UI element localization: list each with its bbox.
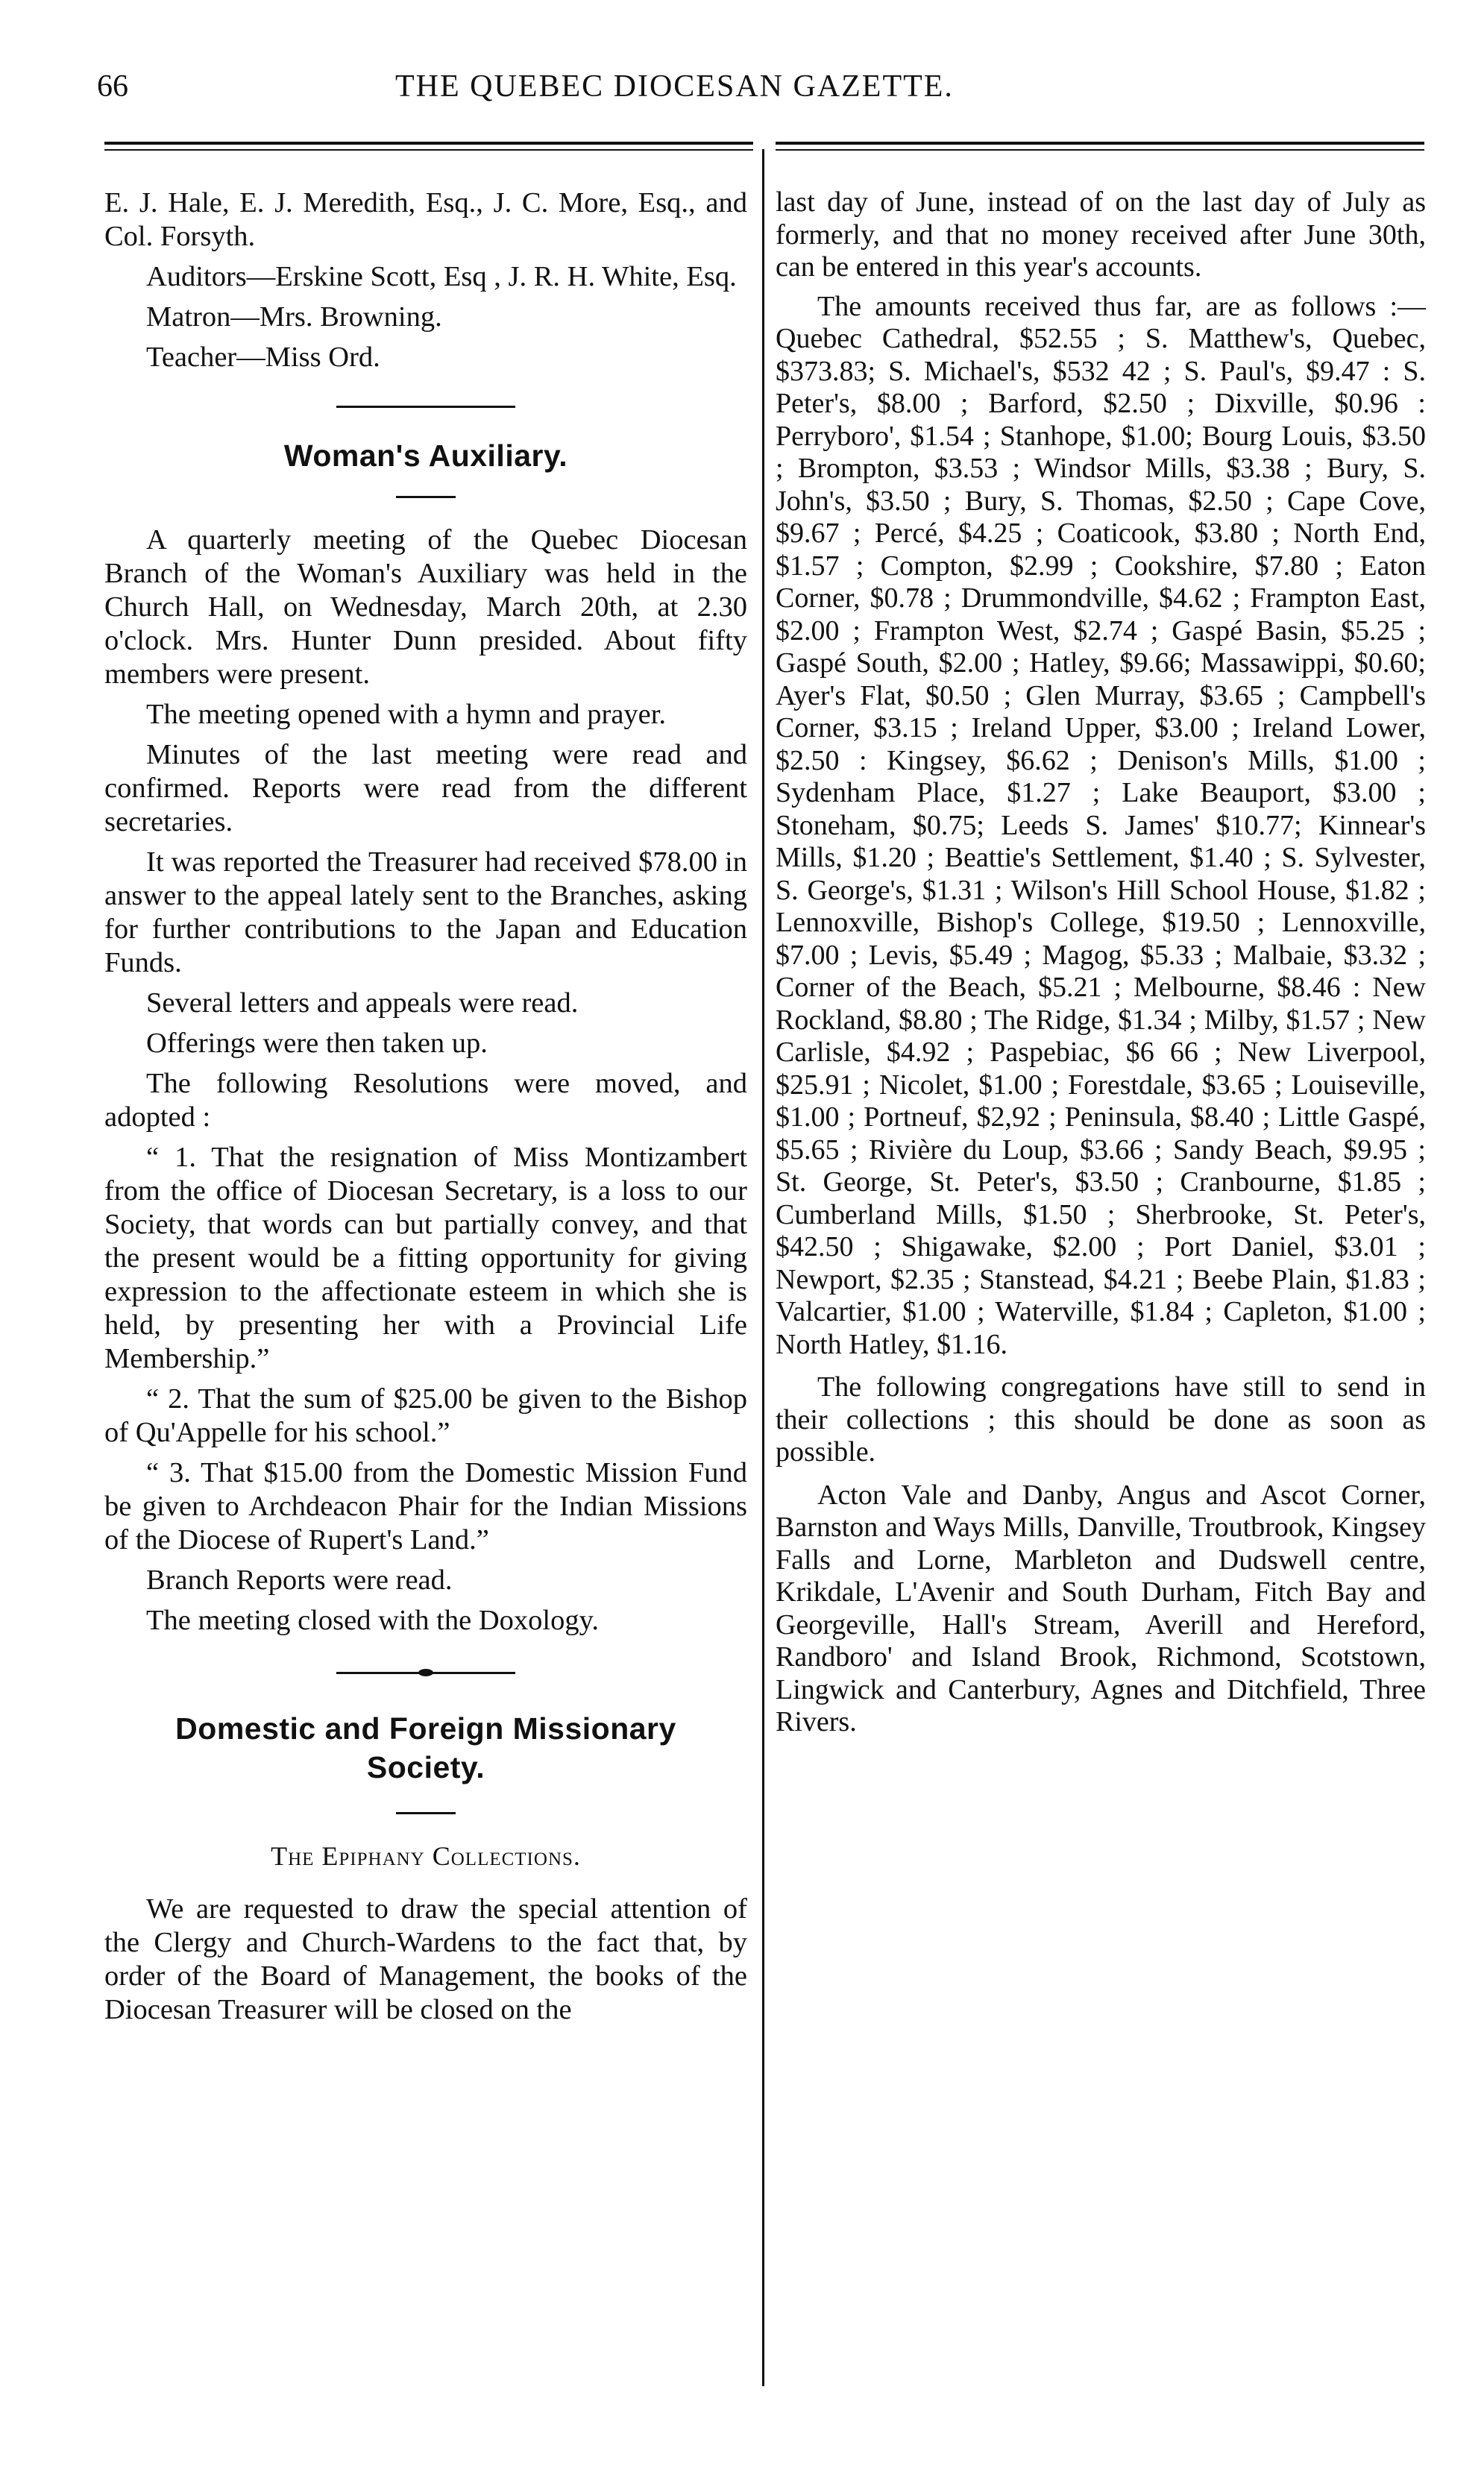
right-column <box>776 186 1426 1746</box>
auxiliary-paragraph: The meeting opened with a hymn and prayer. <box>146 699 667 730</box>
auxiliary-paragraph: It was reported the Treasurer had received $78.00 in answer to the appeal lately sent to the Branches, asking for further contributions to the Japan and Education Funds. <box>104 846 747 978</box>
heading-underline <box>396 1812 456 1814</box>
continuation-paragraph: last day of June, instead of on the last day of July as formerly, and that no money received after June 30th, can be entered in this year's accounts. <box>776 186 1426 283</box>
auxiliary-paragraph: Minutes of the last meeting were read and confirmed. Reports were read from the different secretaries. <box>104 739 747 837</box>
column-divider <box>762 149 764 2386</box>
left-column <box>104 186 747 2034</box>
resolution-1: “ 1. That the resignation of Miss Montizambert from the office of Diocesan Secretary, is a loss to our Society, that words can but partially convey, and that the present would be a fitting opportunity for giving expression to the affectionate esteem in which she is held, by presenting her with a Provincial Life Membership.” <box>104 1142 747 1374</box>
outstanding-notice: The following congregations have still to send in their collections ; this should be done as soon as possible. <box>776 1371 1426 1468</box>
auxiliary-paragraph: A quarterly meeting of the Quebec Diocesan Branch of the Woman's Auxiliary was held in the Church Hall, on Wednesday, March 20th, at 2.30 o'clock. Mrs. Hunter Dunn presided. About fifty members were present. <box>104 524 747 690</box>
header-rule-left-thin <box>104 149 753 151</box>
page-header <box>97 69 1439 113</box>
running-title: THE QUEBEC DIOCESAN GAZETTE. <box>395 69 954 104</box>
auxiliary-paragraph: The meeting closed with the Doxology. <box>146 1605 599 1636</box>
section-heading-dfms: Domestic and Foreign Missionary Society. <box>175 1711 676 1784</box>
resolution-3: “ 3. That $15.00 from the Domestic Mission Fund be given to Archdeacon Phair for the Indian Missions of the Diocese of Rupert's Land.” <box>104 1457 747 1556</box>
section-divider <box>336 406 515 408</box>
teacher-line: Teacher—Miss Ord. <box>146 342 380 373</box>
resolution-2: “ 2. That the sum of $25.00 be given to the Bishop of Qu'Appelle for his school.” <box>104 1383 747 1448</box>
ornament-dot <box>418 1669 433 1676</box>
header-rule-left <box>104 142 753 145</box>
header-rule-right-thin <box>776 149 1424 151</box>
auxiliary-paragraph: The following Resolutions were moved, and adopted : <box>104 1068 747 1133</box>
outstanding-congregations-list: Acton Vale and Danby, Angus and Ascot Corner, Barnston and Ways Mills, Danville, Troutbrook, Kingsey Falls and Lorne, Marbleton and Dudswell centre, Krikdale, L'Avenir and South Durham, Fitch Bay and Georgeville, Hall's Stream, Averill and Hereford, Randboro' and Island Brook, Richmond, Scotstown, Lingwick and Canterbury, Agnes and Ditchfield, Three Rivers. <box>776 1479 1426 1737</box>
auditors-line: Auditors—Erskine Scott, Esq , J. R. H. White, Esq. <box>146 261 737 292</box>
amounts-received-list: The amounts received thus far, are as follows :—Quebec Cathedral, $52.55 ; S. Matthew's, Quebec, $373.83; S. Michael's, $532 42 ; S. Paul's, $9.47 : S. Peter's, $8.00 ; Barford, $2.50 ; Dixville, $0.96 : Perryboro', $1.54 ; Stanhope, $1.00; Bourg Louis, $3.50 ; Brompton, $3.53 ; Windsor Mills, $3.38 ; Bury, S. John's, $3.50 ; Bury, S. Thomas, $2.50 ; Cape Cove, $9.67 ; Percé, $4.25 ; Coaticook, $3.80 ; North End, $1.57 ; Compton, $2.99 ; Cookshire, $7.80 ; Eaton Corner, $0.78 ; Drummondville, $4.62 ; Frampton East, $2.00 ; Frampton West, $2.74 ; Gaspé Basin, $5.25 ; Gaspé South, $2.00 ; Hatley, $9.66; Massawippi, $0.60; Ayer's Flat, $0.50 ; Glen Murray, $3.65 ; Campbell's Corner, $3.15 ; Ireland Upper, $3.00 ; Ireland Lower, $2.50 : Kingsey, $6.62 ; Denison's Mills, $1.00 ; Sydenham Place, $1.27 ; Lake Beauport, $3.00 ; Stoneham, $0.75; Leeds S. James' $10.77; Kinnear's Mills, $1.20 ; Beattie's Settlement, $1.40 ; S. Sylvester, S. George's, $1.31 ; Wilson's Hill School House, $1.82 ; Lennoxville, Bishop's College, $19.50 ; Lennoxville, $7.00 ; Levis, $5.49 ; Magog, $5.33 ; Malbaie, $3.32 ; Corner of the Beach, $5.21 ; Melbourne, $8.46 : New Rockland, $8.80 ; The Ridge, $1.34 ; Milby, $1.57 ; New Carlisle, $4.92 ; Paspebiac, $6 66 ; New Liverpool, $25.91 ; Nicolet, $1.00 ; Forestdale, $3.65 ; Louiseville, $1.00 ; Portneuf, $2,92 ; Peninsula, $8.40 ; Little Gaspé, $5.65 ; Rivière du Loup, $3.66 ; Sandy Beach, $9.95 ; St. George, St. Peter's, $3.50 ; Cranbourne, $1.85 ; Cumberland Mills, $1.50 ; Sherbrooke, St. Peter's, $42.50 ; Shigawake, $2.00 ; Port Daniel, $3.01 ; Newport, $2.35 ; Stanstead, $4.21 ; Beebe Plain, $1.83 ; Valcartier, $1.00 ; Waterville, $1.84 ; Capleton, $1.00 ; North Hatley, $1.16. <box>776 290 1426 1360</box>
auxiliary-paragraph: Branch Reports were read. <box>146 1564 453 1596</box>
dfms-paragraph: We are requested to draw the special attention of the Clergy and Church-Wardens to the fact that, by order of the Board of Management, the books of the Diocesan Treasurer will be closed on the <box>104 1893 747 2025</box>
section-heading-womans-auxiliary: Woman's Auxiliary. <box>283 438 568 473</box>
auxiliary-paragraph: Several letters and appeals were read. <box>146 987 579 1019</box>
committee-members: E. J. Hale, E. J. Meredith, Esq., J. C. More, Esq., and Col. Forsyth. <box>104 187 747 252</box>
subheading-epiphany: The Epiphany Collections. <box>271 1841 581 1871</box>
page-number: 66 <box>97 69 128 104</box>
header-rule-right <box>776 142 1424 145</box>
auxiliary-paragraph: Offerings were then taken up. <box>146 1028 488 1059</box>
heading-underline <box>396 496 456 498</box>
matron-line: Matron—Mrs. Browning. <box>146 301 442 333</box>
ornamental-divider <box>104 1669 747 1676</box>
